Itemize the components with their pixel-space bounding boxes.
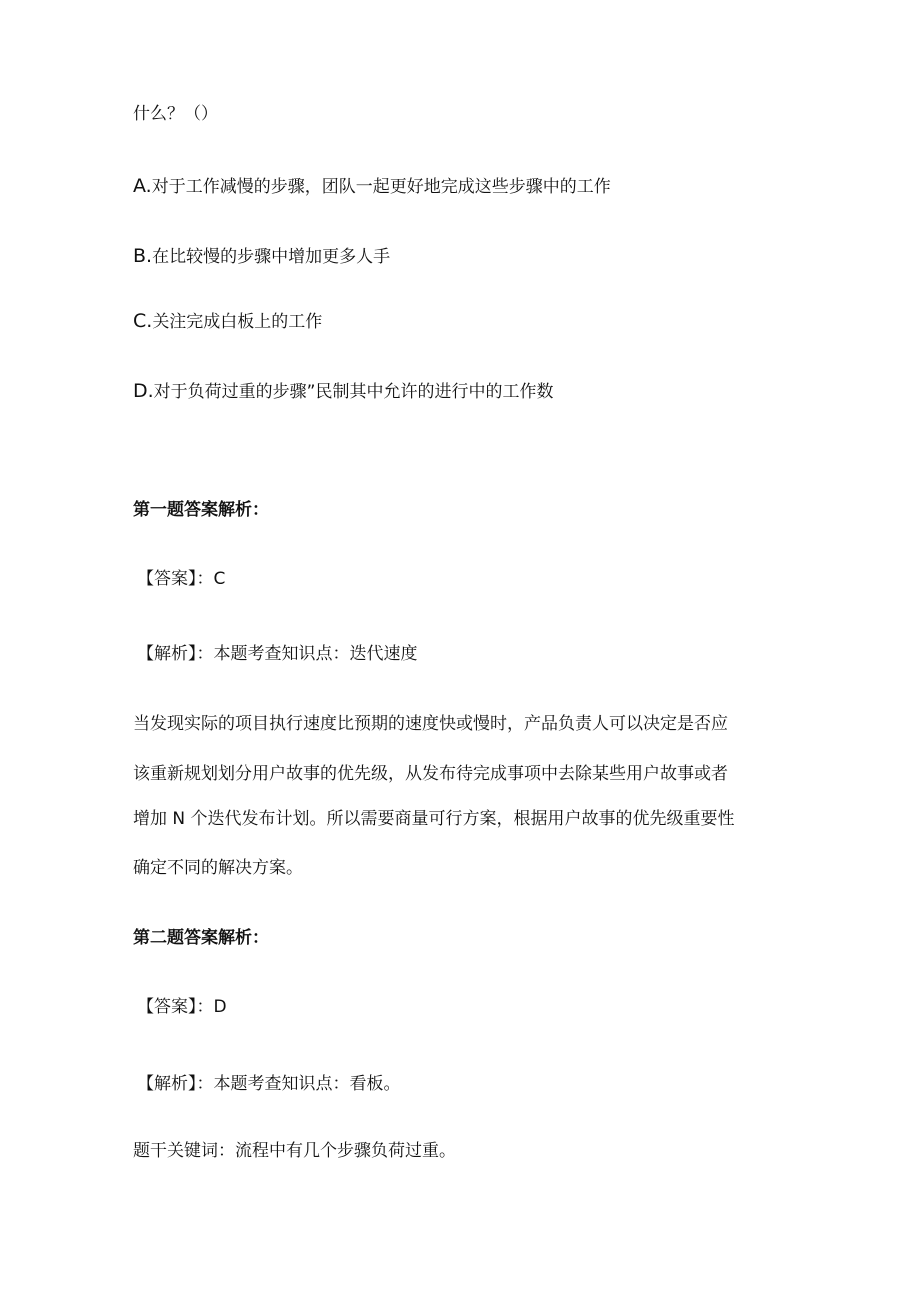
option-letter: B. — [133, 245, 153, 267]
section2-keyword-line: 题干关键词：流程中有几个步骤负荷过重。 — [133, 1141, 456, 1161]
option-letter: C. — [133, 310, 153, 332]
section2-analysis: 【解析】：本题考查知识点：看板。 — [137, 1074, 401, 1094]
section2-heading: 第二题答案解析： — [133, 928, 269, 948]
option-letter: D. — [133, 380, 154, 402]
option-b — [133, 244, 390, 269]
option-text: 对于工作减慢的步骤，团队一起更好地完成这些步骤中的工作 — [151, 177, 611, 197]
section1-paragraph-line: 该重新规划划分用户故事的优先级，从发布待完成事项中去除某些用户故事或者 — [133, 764, 728, 784]
option-letter: A. — [133, 175, 152, 197]
section1-paragraph-line: 确定不同的解决方案。 — [133, 858, 303, 878]
option-text: 在比较慢的步骤中增加更多人手 — [152, 247, 391, 267]
option-c — [133, 309, 322, 334]
section1-paragraph-line: 当发现实际的项目执行速度比预期的速度快或慢时，产品负责人可以决定是否应 — [133, 714, 728, 734]
question-tail: 什么？（） — [133, 104, 218, 124]
section1-analysis: 【解析】：本题考查知识点：迭代速度 — [137, 644, 418, 664]
option-text: 对于负荷过重的步骤”民制其中允许的进行中的工作数 — [153, 382, 554, 402]
option-text: 关注完成白板上的工作 — [152, 312, 323, 332]
section1-answer: 【答案】：C — [137, 569, 226, 589]
option-a — [133, 174, 611, 199]
section1-heading: 第一题答案解析： — [133, 500, 269, 520]
section1-paragraph-line: 增加 N 个迭代发布计划。所以需要商量可行方案，根据用户故事的优先级重要性 — [133, 809, 735, 829]
section2-answer: 【答案】：D — [137, 997, 227, 1017]
option-d — [133, 379, 553, 404]
